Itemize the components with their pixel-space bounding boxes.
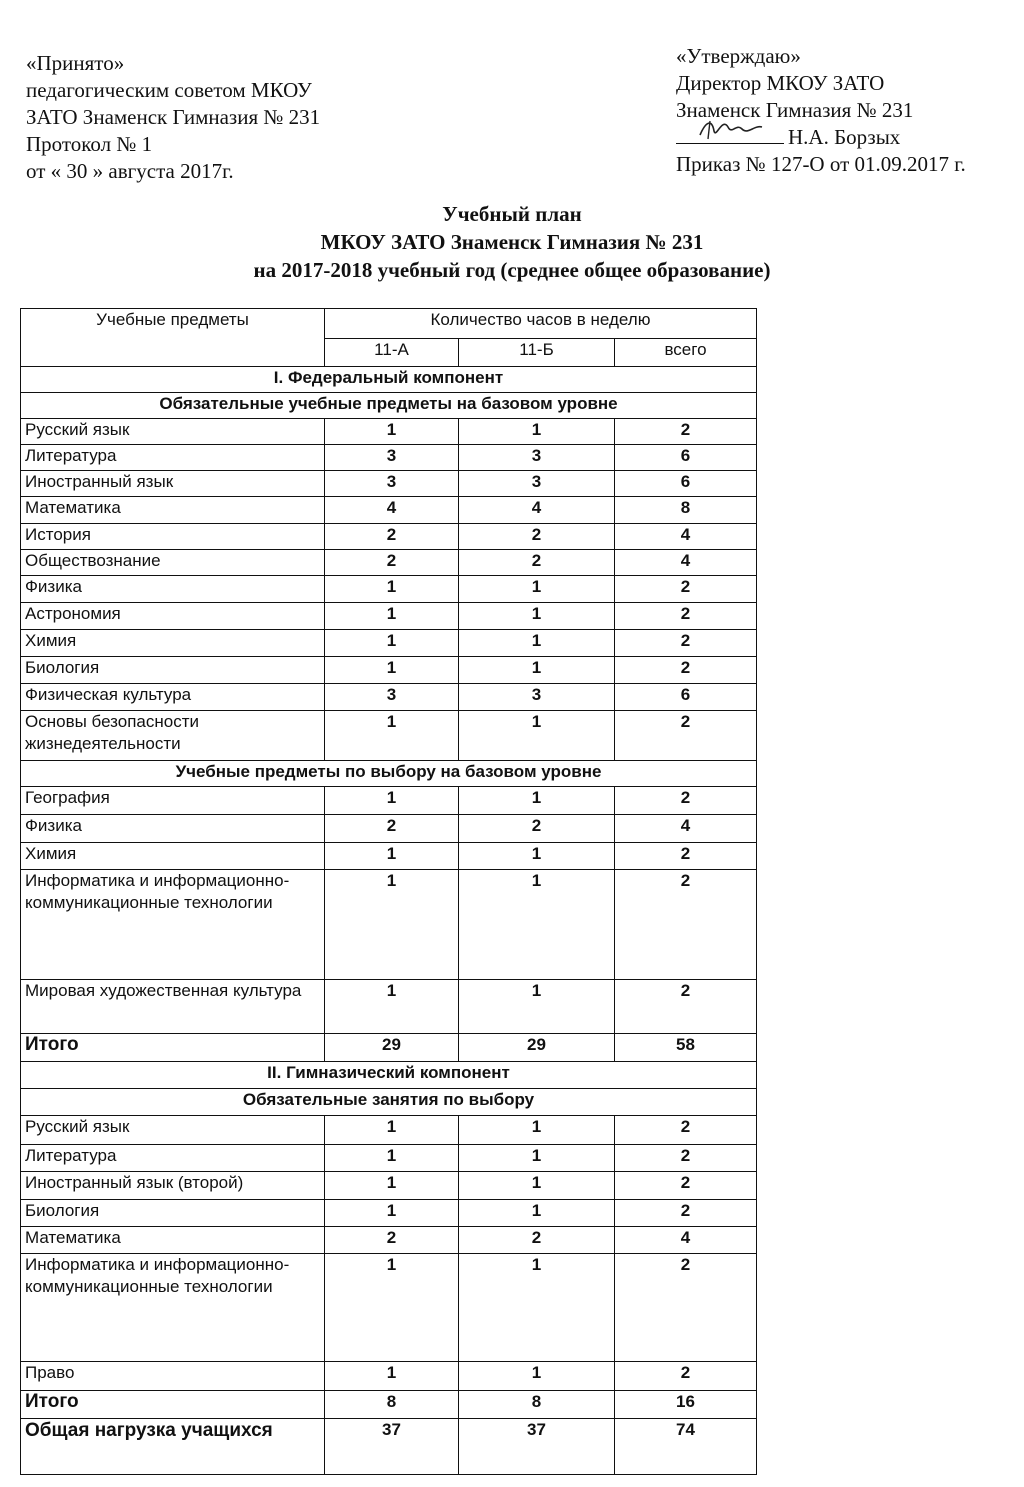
signature-scribble	[696, 113, 766, 143]
hours-11b: 1	[459, 1145, 615, 1172]
approval-block-accepted	[26, 50, 320, 185]
hours-11a: 1	[325, 711, 459, 761]
approval-block-approved	[676, 43, 966, 178]
hours-11b: 1	[459, 630, 615, 657]
hours-11b: 3	[459, 445, 615, 471]
hours-total: 4	[615, 524, 757, 550]
section-federal: I. Федеральный компонент	[21, 367, 757, 393]
hours-11a: 1	[325, 603, 459, 630]
hours-11b: 29	[459, 1034, 615, 1062]
table-row	[21, 657, 757, 684]
table-row	[21, 843, 757, 870]
col-header-11a: 11-А	[325, 339, 459, 367]
hours-total: 6	[615, 471, 757, 497]
subject-name: География	[21, 787, 325, 815]
hours-11a: 1	[325, 843, 459, 870]
hours-total: 2	[615, 870, 757, 980]
subject-name: Право	[21, 1362, 325, 1391]
subject-name: Русский язык	[21, 1116, 325, 1145]
accepted-council: педагогическим советом МКОУ	[26, 78, 312, 102]
document-title	[0, 200, 1024, 284]
subject-name: Химия	[21, 843, 325, 870]
hours-total: 8	[615, 497, 757, 524]
hours-11a: 2	[325, 524, 459, 550]
hours-total: 2	[615, 787, 757, 815]
hours-11a: 1	[325, 1254, 459, 1362]
accepted-date: от « 30 » августа 2017г.	[26, 159, 234, 183]
subject-name: Общая нагрузка учащихся	[21, 1419, 325, 1475]
hours-11a: 1	[325, 657, 459, 684]
approved-order: Приказ № 127-О от 01.09.2017 г.	[676, 152, 966, 176]
hours-11a: 1	[325, 1362, 459, 1391]
hours-11a: 8	[325, 1391, 459, 1419]
table-row	[21, 419, 757, 445]
hours-11a: 1	[325, 1200, 459, 1227]
hours-total: 2	[615, 1200, 757, 1227]
table-row	[21, 471, 757, 497]
hours-11b: 2	[459, 1227, 615, 1254]
hours-11b: 1	[459, 1200, 615, 1227]
section-gymnasium-row	[21, 1062, 757, 1089]
hours-total: 2	[615, 843, 757, 870]
hours-11b: 1	[459, 1116, 615, 1145]
hours-total: 2	[615, 1145, 757, 1172]
hours-11b: 1	[459, 576, 615, 603]
hours-11a: 1	[325, 870, 459, 980]
hours-11b: 1	[459, 1254, 615, 1362]
hours-11a: 3	[325, 471, 459, 497]
subsection-elective-row	[21, 761, 757, 787]
subject-name: Физическая культура	[21, 684, 325, 711]
hours-11a: 1	[325, 419, 459, 445]
hours-11a: 1	[325, 1172, 459, 1200]
hours-total: 74	[615, 1419, 757, 1475]
subsection-mandatory-choice-row	[21, 1089, 757, 1116]
section-gymnasium: II. Гимназический компонент	[21, 1062, 757, 1089]
hours-11b: 37	[459, 1419, 615, 1475]
hours-11b: 3	[459, 684, 615, 711]
hours-11a: 3	[325, 684, 459, 711]
hours-11b: 1	[459, 419, 615, 445]
hours-total: 58	[615, 1034, 757, 1062]
hours-11a: 1	[325, 1116, 459, 1145]
total-row	[21, 1391, 757, 1419]
approved-director: Директор МКОУ ЗАТО	[676, 71, 885, 95]
hours-11b: 2	[459, 524, 615, 550]
hours-total: 4	[615, 815, 757, 843]
subject-name: Иностранный язык	[21, 471, 325, 497]
subject-name: Физика	[21, 576, 325, 603]
subject-name: Литература	[21, 445, 325, 471]
table-row	[21, 445, 757, 471]
table-row	[21, 603, 757, 630]
subject-name: Информатика и информационно-коммуникационные технологии	[21, 870, 325, 980]
table-row	[21, 1172, 757, 1200]
hours-total: 2	[615, 1254, 757, 1362]
table-row	[21, 576, 757, 603]
subject-name: Математика	[21, 1227, 325, 1254]
table-row	[21, 1116, 757, 1145]
hours-total: 2	[615, 576, 757, 603]
table-row	[21, 787, 757, 815]
hours-11b: 3	[459, 471, 615, 497]
hours-11a: 1	[325, 1145, 459, 1172]
curriculum-table	[20, 308, 757, 1475]
subsection-mandatory-row	[21, 393, 757, 419]
hours-total: 2	[615, 657, 757, 684]
subject-name: Основы безопасности жизнедеятельности	[21, 711, 325, 761]
approved-signature-line	[676, 124, 966, 151]
table-row	[21, 1254, 757, 1362]
hours-11b: 1	[459, 603, 615, 630]
hours-total: 6	[615, 445, 757, 471]
hours-total: 2	[615, 711, 757, 761]
hours-11b: 4	[459, 497, 615, 524]
table-row	[21, 815, 757, 843]
col-header-hours: Количество часов в неделю	[325, 309, 757, 339]
hours-11b: 1	[459, 657, 615, 684]
hours-total: 6	[615, 684, 757, 711]
accepted-heading: «Принято»	[26, 51, 125, 75]
subject-name: Физика	[21, 815, 325, 843]
subject-name: Итого	[21, 1034, 325, 1062]
subsection-mandatory: Обязательные учебные предметы на базовом уровне	[21, 393, 757, 419]
table-row	[21, 870, 757, 980]
col-header-total: всего	[615, 339, 757, 367]
subject-name: Итого	[21, 1391, 325, 1419]
subject-name: Биология	[21, 1200, 325, 1227]
title-line-year: на 2017-2018 учебный год (среднее общее образование)	[253, 258, 771, 282]
table-row	[21, 1145, 757, 1172]
total-row	[21, 1034, 757, 1062]
hours-11a: 29	[325, 1034, 459, 1062]
hours-total: 2	[615, 1172, 757, 1200]
table-row	[21, 497, 757, 524]
table-row	[21, 1200, 757, 1227]
hours-total: 2	[615, 603, 757, 630]
hours-11a: 2	[325, 1227, 459, 1254]
hours-11a: 2	[325, 815, 459, 843]
subsection-elective: Учебные предметы по выбору на базовом уровне	[21, 761, 757, 787]
hours-11b: 1	[459, 1172, 615, 1200]
hours-11a: 1	[325, 576, 459, 603]
col-header-11b: 11-Б	[459, 339, 615, 367]
title-line-school: МКОУ ЗАТО Знаменск Гимназия № 231	[320, 230, 704, 254]
hours-11a: 2	[325, 550, 459, 576]
hours-11a: 1	[325, 630, 459, 657]
hours-total: 16	[615, 1391, 757, 1419]
subject-name: Обществознание	[21, 550, 325, 576]
hours-11b: 1	[459, 870, 615, 980]
hours-total: 2	[615, 980, 757, 1034]
table-row	[21, 1227, 757, 1254]
hours-11a: 37	[325, 1419, 459, 1475]
hours-11b: 1	[459, 843, 615, 870]
subject-name: Литература	[21, 1145, 325, 1172]
hours-11b: 2	[459, 815, 615, 843]
accepted-protocol: Протокол № 1	[26, 132, 153, 156]
subject-name: Русский язык	[21, 419, 325, 445]
subject-name: Химия	[21, 630, 325, 657]
hours-11b: 8	[459, 1391, 615, 1419]
hours-11a: 1	[325, 980, 459, 1034]
approved-signer: Н.А. Борзых	[788, 125, 901, 149]
hours-11b: 1	[459, 1362, 615, 1391]
hours-11b: 1	[459, 787, 615, 815]
subject-name: Иностранный язык (второй)	[21, 1172, 325, 1200]
hours-total: 2	[615, 1116, 757, 1145]
title-line-plan: Учебный план	[442, 202, 582, 226]
hours-11a: 4	[325, 497, 459, 524]
hours-total: 4	[615, 1227, 757, 1254]
hours-total: 4	[615, 550, 757, 576]
col-header-subjects: Учебные предметы	[21, 309, 325, 367]
table-row	[21, 1362, 757, 1391]
approved-heading: «Утверждаю»	[676, 44, 801, 68]
hours-11a: 3	[325, 445, 459, 471]
header-row	[21, 309, 757, 339]
approved-school: Знаменск Гимназия № 231	[676, 98, 914, 122]
subject-name: Математика	[21, 497, 325, 524]
section-federal-row	[21, 367, 757, 393]
grand-total-row	[21, 1419, 757, 1475]
table-row	[21, 630, 757, 657]
table-row	[21, 524, 757, 550]
hours-total: 2	[615, 1362, 757, 1391]
subject-name: Астрономия	[21, 603, 325, 630]
subsection-mandatory-choice: Обязательные занятия по выбору	[21, 1089, 757, 1116]
table-row	[21, 980, 757, 1034]
handwritten-signature	[676, 125, 784, 144]
table-row	[21, 711, 757, 761]
table-row	[21, 550, 757, 576]
hours-11b: 1	[459, 711, 615, 761]
hours-11b: 2	[459, 550, 615, 576]
subject-name: Мировая художественная культура	[21, 980, 325, 1034]
accepted-school: ЗАТО Знаменск Гимназия № 231	[26, 105, 321, 129]
hours-total: 2	[615, 419, 757, 445]
hours-11a: 1	[325, 787, 459, 815]
hours-total: 2	[615, 630, 757, 657]
subject-name: Информатика и информационно-коммуникационные технологии	[21, 1254, 325, 1362]
subject-name: Биология	[21, 657, 325, 684]
subject-name: История	[21, 524, 325, 550]
table-row	[21, 684, 757, 711]
hours-11b: 1	[459, 980, 615, 1034]
